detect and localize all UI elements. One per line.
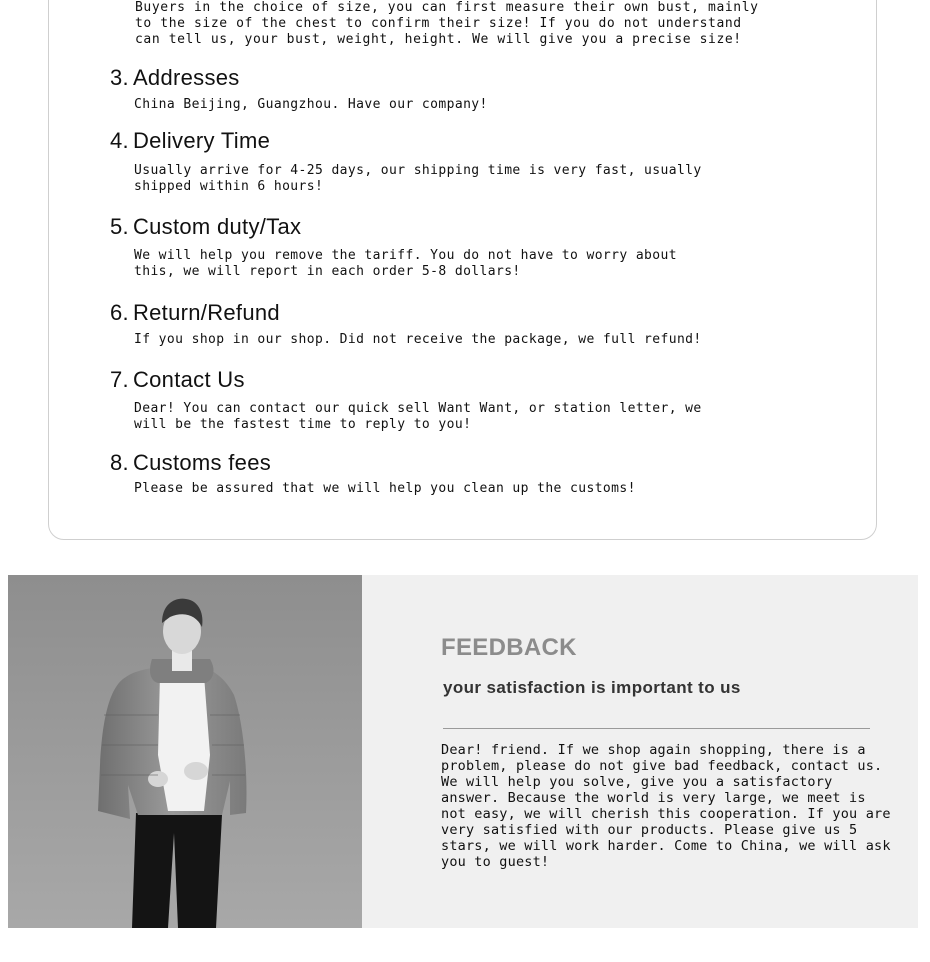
section-delivery-time <box>110 129 702 195</box>
feedback-title: FEEDBACK <box>441 634 577 661</box>
section-return-refund <box>110 301 702 348</box>
section-text: If you shop in our shop. Did not receive the package, we full refund! <box>134 332 702 347</box>
feedback-banner <box>8 575 918 928</box>
section-title: 8. Customs fees <box>110 450 272 475</box>
section-text: We will help you remove the tariff. You do not have to worry about this, we will report in each order 5-8 dollars! <box>134 248 677 279</box>
section-customs-fees <box>110 451 636 497</box>
section-title: 3. Addresses <box>110 65 240 90</box>
section-text: Please be assured that we will help you clean up the customs! <box>134 481 636 496</box>
section-contact-us <box>110 368 702 433</box>
section-addresses <box>110 66 488 113</box>
section-text: Usually arrive for 4-25 days, our shipping time is very fast, usually shipped within 6 hours! <box>134 163 702 194</box>
section-title: 4. Delivery Time <box>110 128 271 153</box>
section-text: China Beijing, Guangzhou. Have our company! <box>134 97 488 112</box>
feedback-subtitle: your satisfaction is important to us <box>443 678 741 697</box>
section-title: 7. Contact Us <box>110 367 245 392</box>
section-title: 6. Return/Refund <box>110 300 280 325</box>
feedback-text: Dear! friend. If we shop again shopping, there is a problem, please do not give bad feedback, contact us. We will help you solve, give you a satisfactory answer. Because the world is very large, we meet is not easy, we will cherish this cooperation. If you are very satisfied with our products. Please give us 5 stars, we will work harder. Come to China, we will ask you to guest! <box>441 742 891 870</box>
divider <box>443 728 870 729</box>
section-title: 5. Custom duty/Tax <box>110 214 302 239</box>
section-custom-duty <box>110 215 677 280</box>
size-guide-text: Buyers in the choice of size, you can first measure their own bust, mainly to the size of the chest to confirm their size! If you do not understand can tell us, your bust, weight, height. We will give you a precise size! <box>135 0 759 47</box>
model-photo <box>8 575 362 928</box>
section-text: Dear! You can contact our quick sell Want Want, or station letter, we will be the fastest time to reply to you! <box>134 401 702 432</box>
